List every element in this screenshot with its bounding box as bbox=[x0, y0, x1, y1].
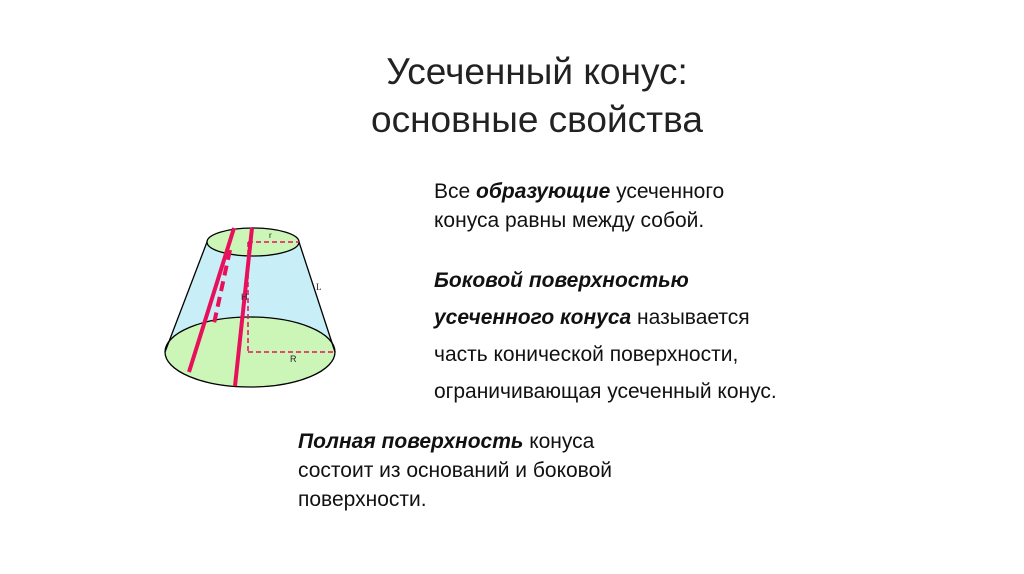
label-r: r bbox=[269, 231, 272, 240]
property-total-surface bbox=[298, 427, 798, 514]
property-generatrices-line-2: конуса равны между собой. bbox=[434, 209, 705, 232]
property-lateral-line-4: ограничивающая усеченный конус. bbox=[434, 380, 777, 403]
term-frustum: усеченного конуса bbox=[434, 306, 632, 329]
frustum-drawing bbox=[155, 220, 355, 395]
term-total-surface: Полная поверхность bbox=[298, 430, 524, 453]
term-lateral-surface: Боковой поверхностью bbox=[434, 269, 689, 292]
property-total-line-2: состоит из оснований и боковой bbox=[298, 459, 613, 482]
label-R: R bbox=[290, 354, 297, 364]
title-line-2: основные свойства bbox=[371, 99, 703, 140]
term-generatrices: образующие bbox=[476, 180, 611, 203]
property-lateral-line-2: усеченного конуса называется bbox=[434, 306, 750, 329]
title-line-1: Усеченный конус: bbox=[386, 51, 688, 92]
property-lateral-surface bbox=[434, 262, 954, 410]
property-total-line-1: Полная поверхность конуса bbox=[298, 430, 595, 453]
property-lateral-line-3: часть конической поверхности, bbox=[434, 343, 739, 366]
frustum-figure bbox=[155, 220, 355, 395]
page-title bbox=[0, 48, 1024, 144]
label-H: H bbox=[241, 292, 248, 302]
property-generatrices-line-1: Все образующие усеченного bbox=[434, 180, 725, 203]
label-L: L bbox=[316, 282, 322, 292]
property-total-line-3: поверхности. bbox=[298, 488, 427, 511]
property-generatrices bbox=[434, 177, 934, 235]
